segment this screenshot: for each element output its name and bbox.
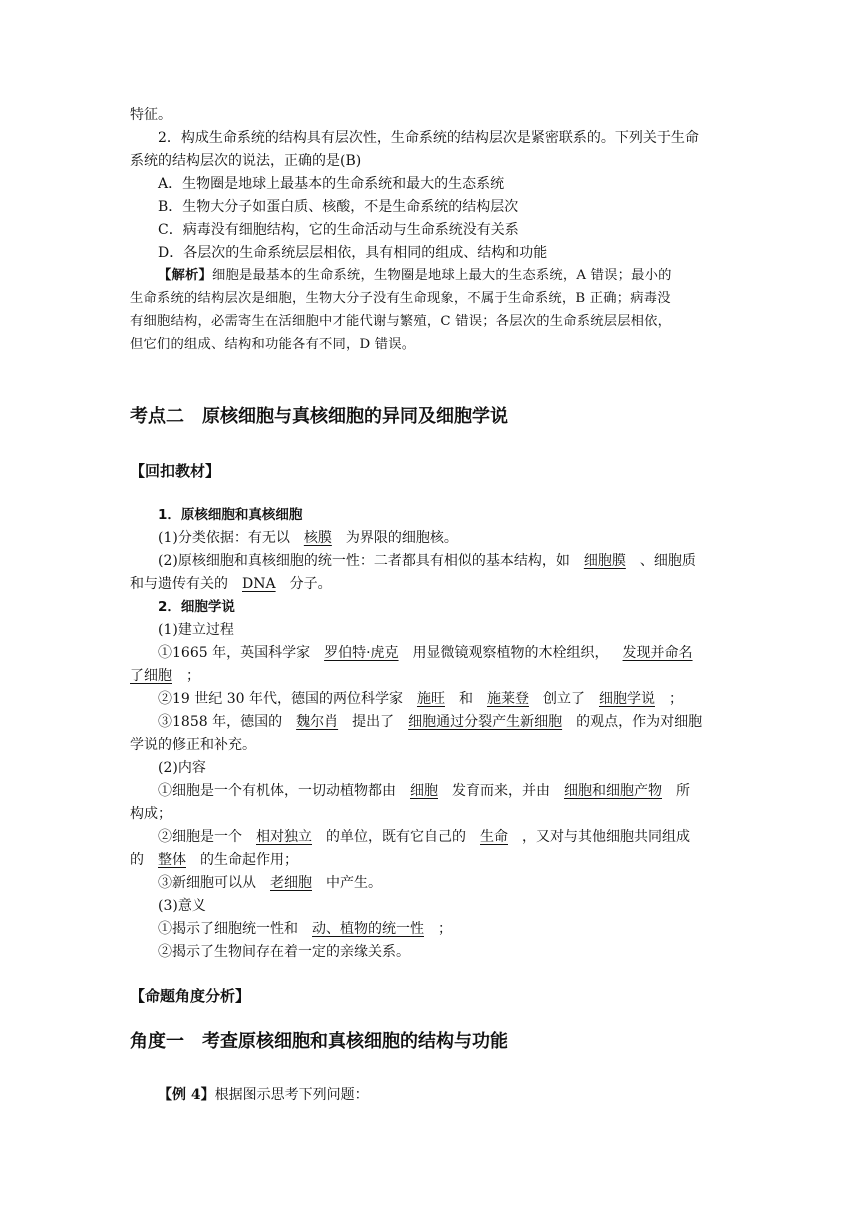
explanation-line-4: 但它们的组成、结构和功能各有不同，D 错误。 [130, 337, 416, 352]
history-1-line-2: 了细胞 ； [130, 668, 200, 684]
establishment-heading: (1)建立过程 [158, 622, 234, 638]
blank-answer: 核膜 [303, 530, 332, 546]
blank-answer: 老细胞 [270, 875, 312, 891]
explanation-tag: 【解析】 [158, 268, 212, 283]
content-heading: (2)内容 [158, 760, 206, 776]
explanation-line-2: 生命系统的结构层次是细胞，生物大分子没有生命现象，不属于生命系统，B 正确；病毒没 [130, 291, 671, 306]
example-tag: 【例 4】 [158, 1087, 215, 1103]
unity-line-2: 和与遗传有关的 DNA 分子。 [130, 576, 332, 592]
option-c: C．病毒没有细胞结构，它的生命活动与生命系统没有关系 [158, 222, 519, 238]
history-3-line-2: 学说的修正和补充。 [130, 737, 256, 753]
question-2-line-2: 系统的结构层次的说法，正确的是(B) [130, 153, 362, 169]
blank-answer: 细胞和细胞产物 [564, 783, 662, 799]
blank-answer: 施旺 [416, 691, 445, 707]
blank-answer: 细胞 [410, 783, 438, 799]
significance-heading: (3)意义 [158, 898, 206, 914]
section-title: 考点二 原核细胞与真核细胞的异同及细胞学说 [130, 406, 508, 427]
blank-answer: DNA [242, 576, 276, 592]
blank-answer: 动、植物的统一性 [312, 921, 424, 937]
blank-answer: 了细胞 [130, 668, 172, 684]
blank-answer: 魏尔肖 [296, 714, 339, 730]
option-d: D．各层次的生命系统层层相依，具有相同的组成、结构和功能 [158, 245, 548, 261]
blank-answer: 细胞学说 [598, 691, 655, 707]
significance-1: ①揭示了细胞统一性和 动、植物的统一性 ； [158, 921, 452, 937]
blank-answer: 相对独立 [256, 829, 312, 845]
blank-answer: 细胞通过分裂产生新细胞 [408, 714, 563, 730]
subheading-cells: 1．原核细胞和真核细胞 [158, 507, 303, 523]
history-2: ②19 世纪 30 年代，德国的两位科学家 施旺 和 施莱登 创立了 细胞学说 ； [158, 691, 683, 707]
history-3-line-1: ③1858 年，德国的 魏尔肖 提出了 细胞通过分裂产生新细胞 的观点，作为对细胞 [158, 714, 703, 730]
content-2-line-2: 的 整体 的生命起作用； [130, 852, 298, 868]
explanation-line-3: 有细胞结构，必需寄生在活细胞中才能代谢与繁殖，C 错误；各层次的生命系统层层相依， [130, 314, 672, 329]
significance-2: ②揭示了生物间存在着一定的亲缘关系。 [158, 944, 410, 960]
content-1-line-1: ①细胞是一个有机体，一切动植物都由 细胞 发育而来，并由 细胞和细胞产物 所 [158, 783, 690, 799]
angle-title: 角度一 考查原核细胞和真核细胞的结构与功能 [130, 1031, 508, 1052]
option-a: A．生物圈是地球上最基本的生命系统和最大的生态系统 [158, 176, 505, 192]
paragraph-line: 特征。 [130, 107, 172, 123]
blank-answer: 罗伯特·虎克 [324, 645, 399, 661]
classification-basis: (1)分类依据：有无以 核膜 为界限的细胞核。 [158, 530, 458, 546]
history-1-line-1: ①1665 年，英国科学家 罗伯特·虎克 用显微镜观察植物的木栓组织， 发现并命名 [158, 645, 693, 661]
analysis-heading: 【命题角度分析】 [130, 987, 251, 1005]
content-2-line-1: ②细胞是一个 相对独立 的单位，既有它自己的 生命 ，又对与其他细胞共同组成 [158, 829, 690, 845]
blank-answer: 发现并命名 [622, 645, 693, 661]
blank-answer: 整体 [158, 852, 186, 868]
content-3: ③新细胞可以从 老细胞 中产生。 [158, 875, 382, 891]
question-2-line-1: 2．构成生命系统的结构具有层次性，生命系统的结构层次是紧密联系的。下列关于生命 [158, 130, 699, 146]
review-heading: 【回扣教材】 [130, 462, 221, 480]
unity-line-1: (2)原核细胞和真核细胞的统一性：二者都具有相似的基本结构，如 细胞膜 、细胞质 [158, 553, 696, 569]
blank-answer: 生命 [480, 829, 508, 845]
option-b: B．生物大分子如蛋白质、核酸，不是生命系统的结构层次 [158, 199, 519, 215]
explanation-line-1: 【解析】细胞是最基本的生命系统，生物圈是地球上最大的生态系统，A 错误；最小的 [158, 268, 672, 283]
blank-answer: 施莱登 [486, 691, 529, 707]
content-1-line-2: 构成； [130, 806, 172, 822]
subheading-cell-theory: 2．细胞学说 [158, 599, 235, 615]
blank-answer: 细胞膜 [583, 553, 626, 569]
example-4: 【例 4】根据图示思考下列问题： [158, 1087, 369, 1103]
